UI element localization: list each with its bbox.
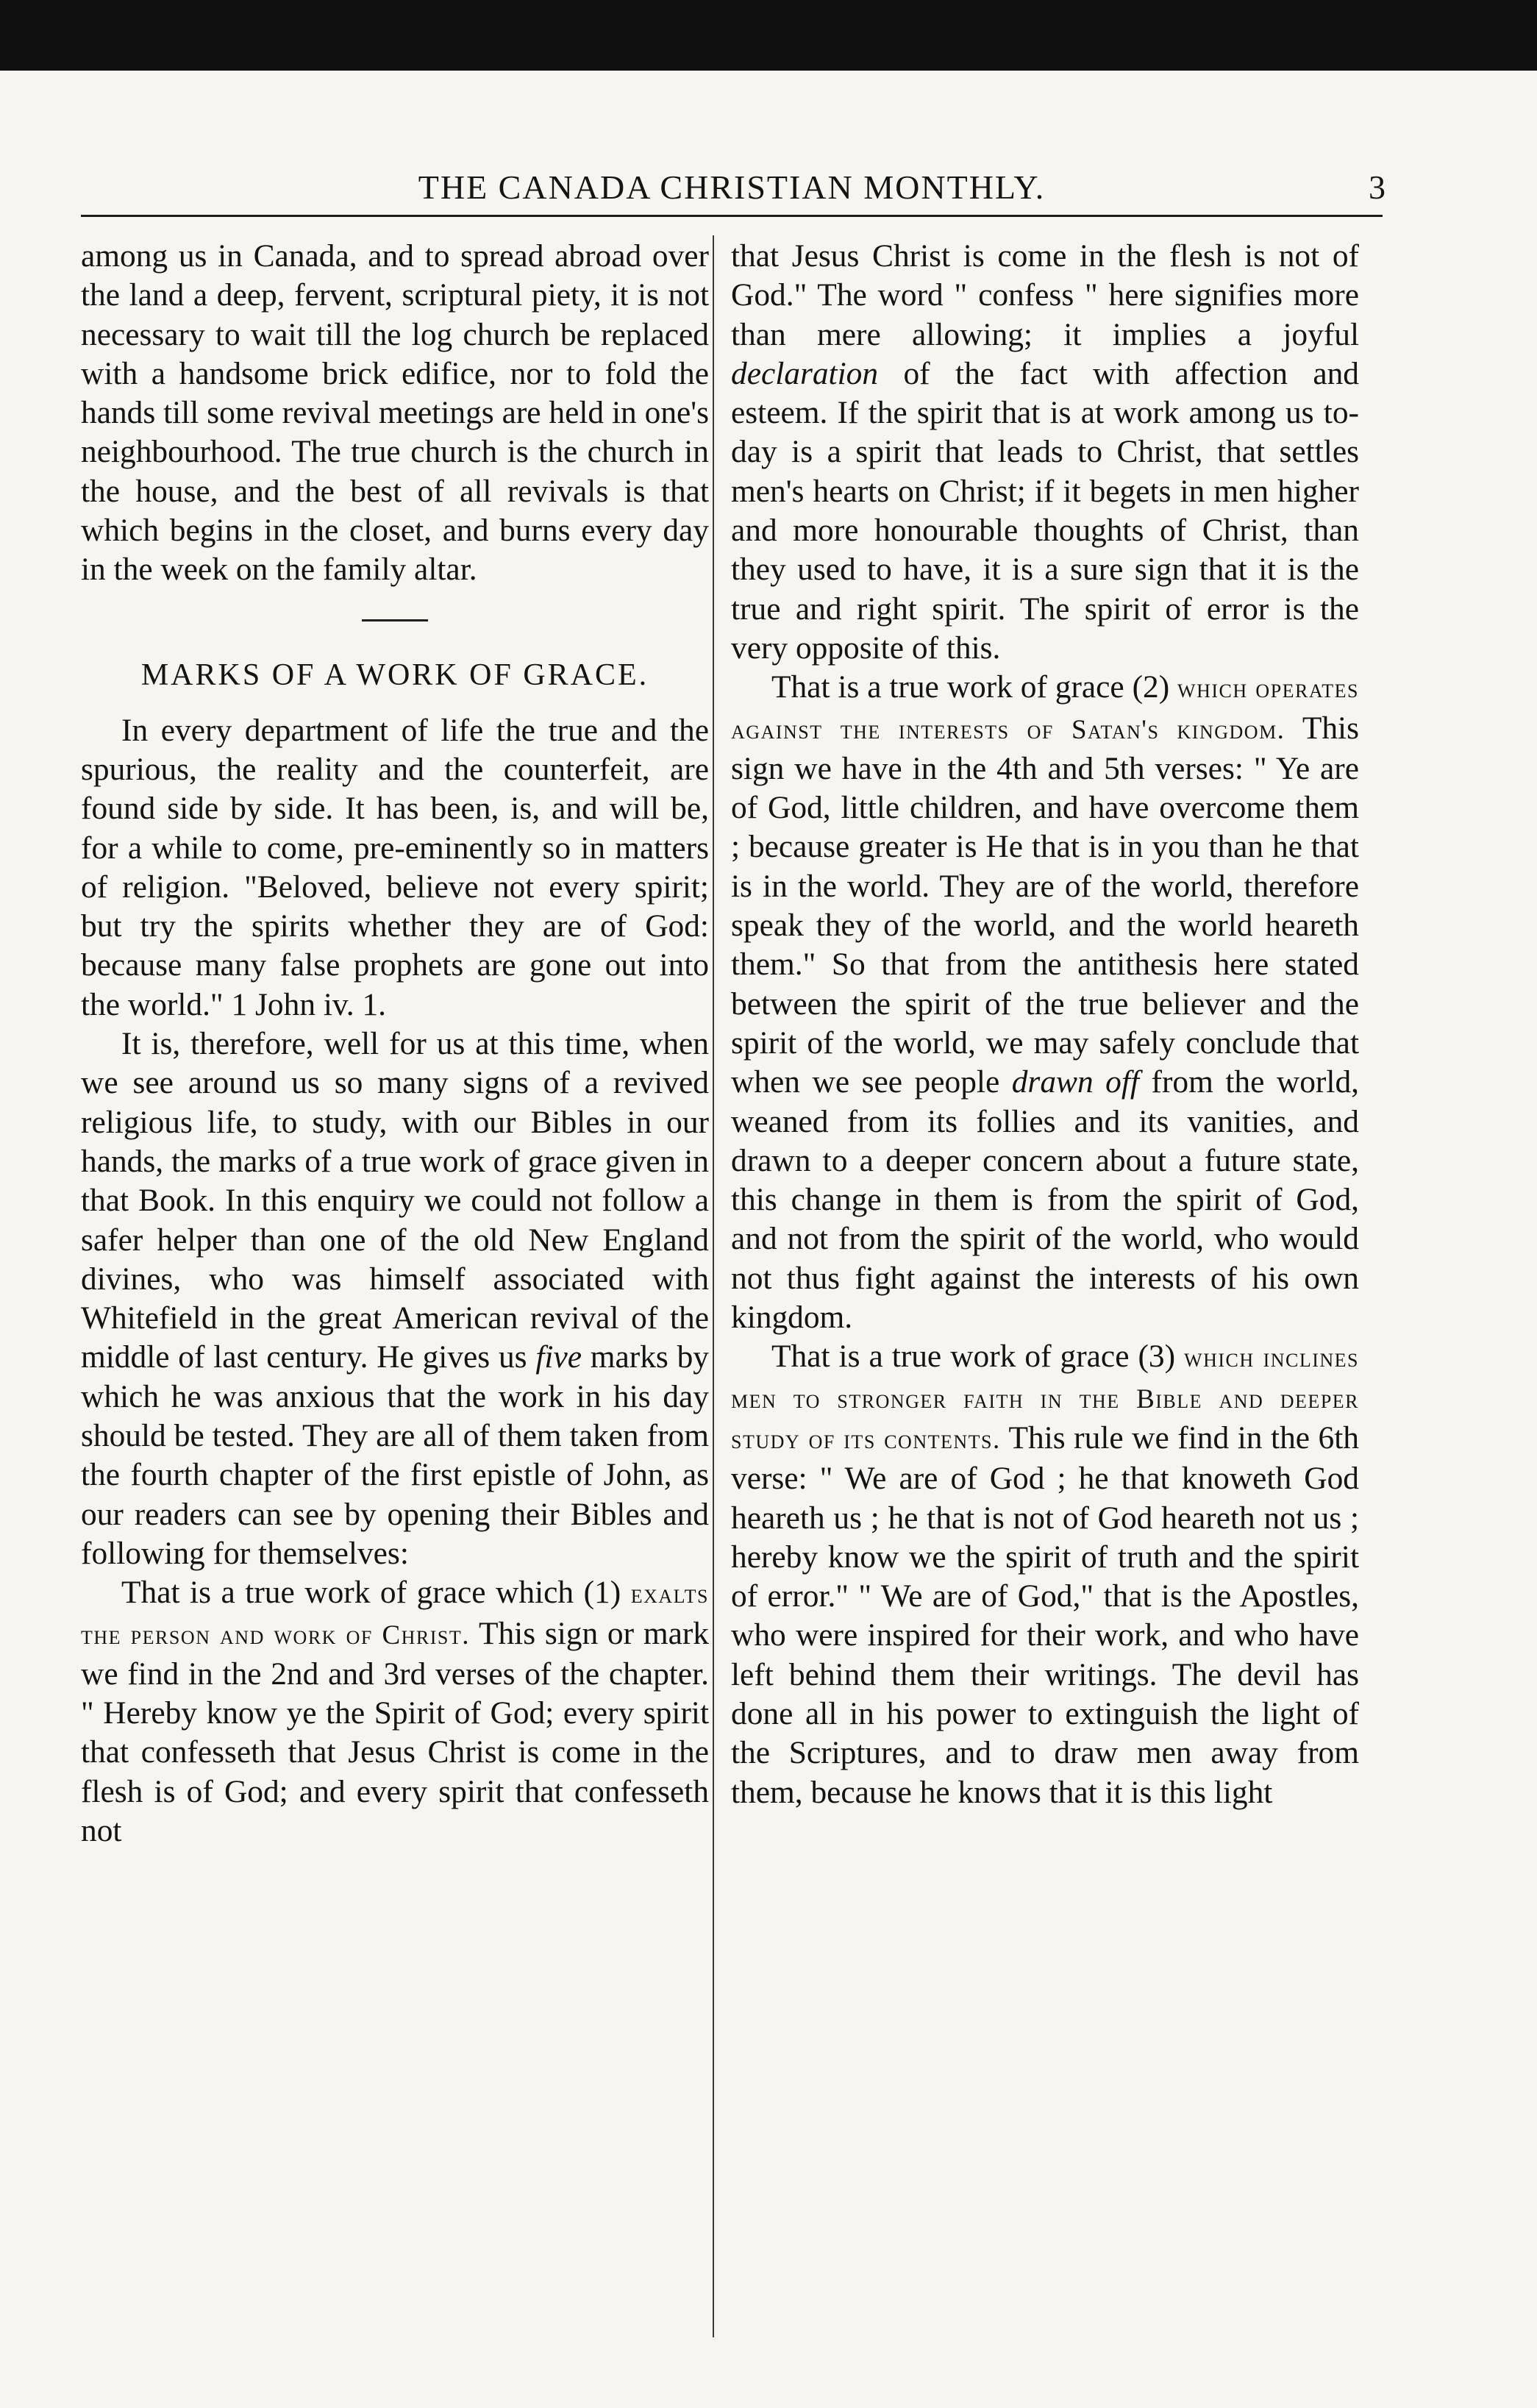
paragraph: It is, therefore, well for us at this time, when we see around us so many signs of a revived religious life, to study, with our Bibles in our hands, the marks of a true work of grace given in that Book. In this enquiry we could not follow a safer helper than one of the old New England divines, who was himself associated with Whitefield in the great American revival of the middle of last century. He gives us five marks by which he was anxious that the work in his day should be tested. They are all of them taken from the fourth chapter of the first epistle of John, as our readers can see by opening their Bibles and following for themselves: <box>81 1026 709 1571</box>
column-rule <box>713 235 714 2337</box>
paragraph: That is a true work of grace (2) which operates against the interests of Satan's kingdom. This sign we have in the 4th and 5th verses: " Ye are of God, little children, and have overcome them ; because greater is He that is in you than he that is in the world. They are of the world, therefore speak they of the world, and the world heareth them." So that from the antithesis here stated between the spirit of the true believer and the spirit of the world, we may safely conclude that when we see people drawn off from the world, weaned from its follies and its vanities, and drawn to a deeper concern about a future state, this change in them is from the spirit of God, and not from the spirit of the world, who would not thus fight against the interests of his own kingdom. <box>731 669 1359 1336</box>
section-title: MARKS OF A WORK OF GRACE. <box>140 658 649 692</box>
paragraph: That is a true work of grace which (1) exalts the person and work of Christ. This sign or mark we find in the 2nd and 3rd verses of the chapter. " Hereby know ye the Spirit of God; every spirit that confesseth that Jesus Christ is come in the flesh is of God; and every spirit that confesseth not <box>81 1575 709 1848</box>
running-header <box>81 163 1386 217</box>
journal-title: THE CANADA CHRISTIAN MONTHLY. <box>418 168 1046 206</box>
right-column <box>731 237 1359 1812</box>
page-number: 3 <box>1369 168 1386 206</box>
continued-paragraph: among us in Canada, and to spread abroad over the land a deep, fervent, scriptural piety, it is not necessary to wait till the log church be replaced with a handsome brick edifice, nor to fold the hands till some revival meetings are held in one's neighbourhood. The true church is the church in the house, and the best of all revivals is that which begins in the closet, and burns every day in the week on the family altar. <box>81 238 709 588</box>
continued-paragraph: that Jesus Christ is come in the flesh is not of God." The word " confess " here signifies more than mere allowing; it implies a joyful declaration of the fact with affection and esteem. If the spirit that is at work among us to-day is a spirit that leads to Christ, that settles men's hearts on Christ; if it begets in men higher and more honourable thoughts of Christ, than they used to have, it is a sure sign that it is the true and right spirit. The spirit of error is the very opposite of this. <box>731 238 1359 666</box>
paragraph: That is a true work of grace (3) which inclines men to stronger faith in the Bible and deeper study of its contents. This rule we find in the 6th verse: " We are of God ; he that knoweth God heareth us ; he that is not of God heareth not us ; hereby know we the spirit of truth and the spirit of error." " We are of God," that is the Apostles, who were inspired for their work, and who have left behind them their writings. The devil has done all in his power to extinguish the light of the Scriptures, and to draw men away from them, because he knows that it is this light <box>731 1339 1359 1810</box>
paragraph: In every department of life the true and the spurious, the reality and the counterfeit, are found side by side. It has been, is, and will be, for a while to come, pre-eminently so in matters of religion. "Beloved, believe not every spirit; but try the spirits whether they are of God: because many false prophets are gone out into the world." 1 John iv. 1. <box>81 712 709 1022</box>
section-rule <box>362 619 428 621</box>
left-column <box>81 237 709 1850</box>
scan-top-edge <box>0 0 1537 71</box>
